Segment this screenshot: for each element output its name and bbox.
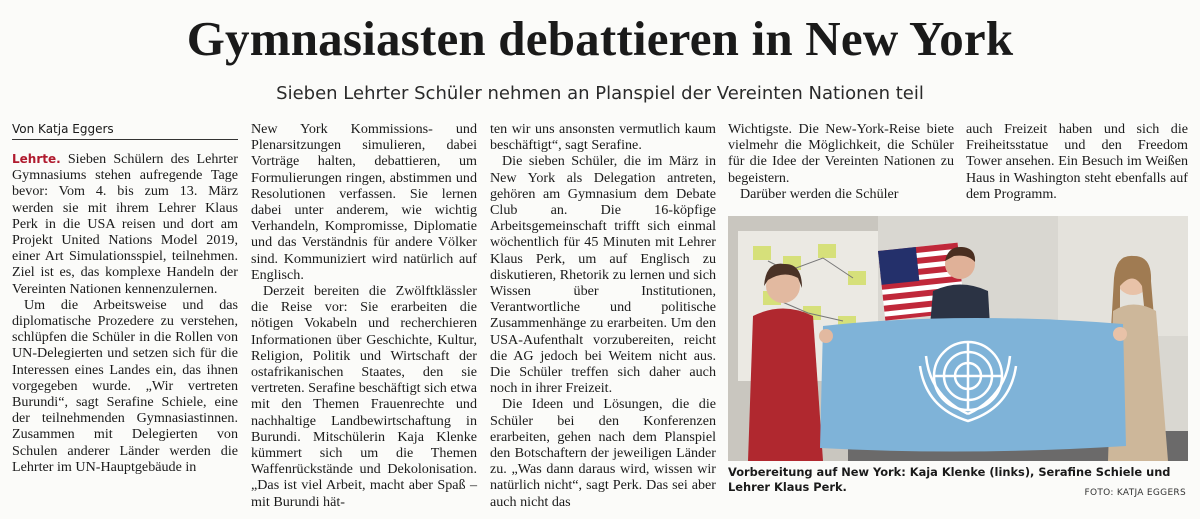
headline: Gymnasiasten debattieren in New York	[186, 11, 1014, 66]
paragraph: Wichtigste. Die New-York-Reise biete vielmehr die Möglichkeit, die Schüler für die Idee der Vereinten Nationen zu begeistern.	[728, 121, 954, 186]
dateline: Lehrte.	[12, 152, 61, 166]
article-column-5	[966, 121, 1188, 202]
article-column-3	[490, 121, 716, 510]
paragraph: Die sieben Schüler, die im März in New York als Delegation antreten, gehören am Gymnasium dem Debate Club an. Die 16-köpfige Arbeitsgemeinschaft trifft sich einmal wöchentlich für 45 Minuten mit Lehrer Klaus Perk, um auf Englisch zu diskutieren, Rhetorik zu lernen und sich Wissen über Institutionen, Verantwortliche und politische Zusammenhänge zu erarbeiten. Um den USA-Aufenthalt vorzubereiten, reicht die AG jedoch bei Weitem nicht aus. Die Schüler treffen sich daher auch noch in ihrer Freizeit.	[490, 153, 716, 397]
photo-credit: FOTO: KATJA EGGERS	[1084, 488, 1186, 498]
article-column-1	[12, 151, 238, 511]
byline: Von Katja Eggers	[12, 121, 238, 140]
paragraph: Derzeit bereiten die Zwölftklässler die Reise vor: Sie erarbeiten die nötigen Vokabeln und recherchieren Informationen über Geschichte, Kultur, Religion, Politik und Wirtschaft der ostafrikanischen Staates, den sie vertreten. Serafine beschäftigt sich etwa mit den Themen Frauenrechte und nachhaltige Landbewirtschaftung in Burundi. Mitschülerin Kaja Klenke kümmert sich um die Themen Waffenrückstände und Dekolonisation. „Das ist viel Arbeit, macht aber Spaß – mit Burundi hät-	[251, 283, 477, 510]
photo-illustration	[728, 216, 1188, 461]
subheadline: Sieben Lehrter Schüler nehmen an Planspiel der Vereinten Nationen teil	[276, 83, 924, 104]
paragraph: auch Freizeit haben und sich die Freiheitsstatue und den Freedom Tower ansehen. Ein Besuch im Weißen Haus in Washington steht ebenfalls auf dem Programm.	[966, 121, 1188, 202]
paragraph: Darüber werden die Schüler	[740, 185, 899, 202]
paragraph-text: Sieben Schülern des Lehrter Gymnasiums stehen aufregende Tage bevor: Vom 4. bis zum 13. März werden sie mit ihrem Lehrer Klaus Perk in die USA reisen und dort am Projekt United Nations Model 2019, einer Art Simulationsspiel, teilnehmen. Ziel ist es, das komplexe Handeln der Vereinten Nationen kennenzulernen.	[12, 151, 238, 297]
paragraph	[12, 151, 238, 297]
paragraph: Die Ideen und Lösungen, die die Schüler bei den Konferenzen erarbeiten, gehen nach dem Planspiel den Botschaftern der jeweiligen Länder zu. „Was dann daraus wird, wissen wir natürlich nicht“, sagt Perk. Das sei aber auch nicht das	[490, 396, 716, 510]
photo-caption: Vorbereitung auf New York: Kaja Klenke (links), Serafine Schiele und Lehrer Klaus Perk.	[728, 465, 1171, 494]
paragraph: Um die Arbeitsweise und das diplomatische Prozedere zu verstehen, schlüpfen die Schüler in die Rollen von UN-Delegierten und setzen sich für die Interessen eines Landes ein, das ihnen vorgegeben wurde. „Wir vertreten Burundi“, sagt Serafine Schiele, eine der teilnehmenden Gymnasiastinnen. Zusammen mit Delegierten von Schulen anderer Länder werden die Lehrter im UN-Hauptgebäude in	[12, 296, 238, 475]
paragraph: New York Kommissions- und Plenarsitzungen simulieren, dabei Vorträge halten, debattieren, um Formulierungen ringen, abstimmen und Resolutionen verfassen. Sie lernen dabei unter anderem, wie wichtig Verhandeln, Kompromisse, Diplomatie und das Verständnis für andere Völker sind. Kommuniziert wird natürlich auf Englisch.	[251, 121, 477, 283]
paragraph: ten wir uns ansonsten vermutlich kaum beschäftigt“, sagt Serafine.	[490, 121, 716, 154]
article-column-2	[251, 121, 477, 510]
news-photo	[728, 216, 1188, 461]
article-column-4	[728, 121, 954, 202]
